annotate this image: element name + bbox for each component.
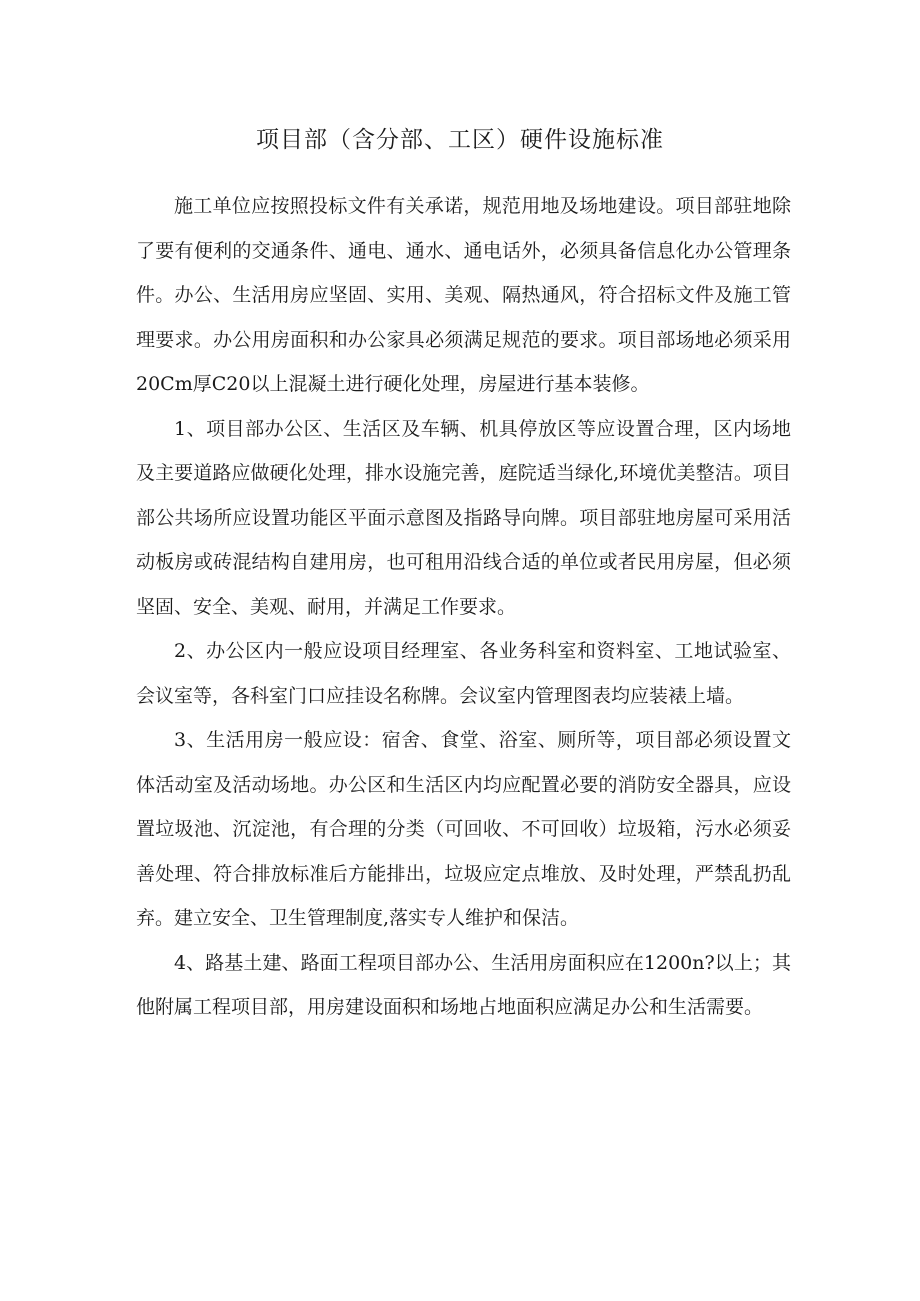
paragraph-item-3: 3、生活用房一般应设：宿舍、食堂、浴室、厕所等，项目部必须设置文体活动室及活动场地。办公区和生活区内均应配置必要的消防安全器具，应设置垃圾池、沉淀池，有合理的分类（可回收、不可回收）垃圾箱，污水必须妥善处理、符合排放标准后方能排出，垃圾应定点堆放、及时处理，严禁乱扔乱弃。建立安全、卫生管理制度,落实专人维护和保洁。 xyxy=(136,729,791,929)
paragraph-item-4: 4、路基土建、路面工程项目部办公、生活用房面积应在1200n?以上；其他附属工程项目部，用房建设面积和场地占地面积应满足办公和生活需要。 xyxy=(136,951,791,1018)
paragraph-intro: 施工单位应按照投标文件有关承诺，规范用地及场地建设。项目部驻地除了要有便利的交通条件、通电、通水、通电话外，必须具备信息化办公管理条件。办公、生活用房应坚固、实用、美观、隔热通风，符合招标文件及施工管理要求。办公用房面积和办公家具必须满足规范的要求。项目部场地必须采用20Cm厚C20以上混凝土进行硬化处理，房屋进行基本装修。 xyxy=(136,195,791,395)
paragraph-item-2: 2、办公区内一般应设项目经理室、各业务科室和资料室、工地试验室、会议室等，各科室门口应挂设名称牌。会议室内管理图表均应装裱上墙。 xyxy=(136,640,791,707)
document-title: 项目部（含分部、工区）硬件设施标准 xyxy=(256,127,664,153)
paragraph-item-1: 1、项目部办公区、生活区及车辆、机具停放区等应设置合理，区内场地及主要道路应做硬化处理，排水设施完善，庭院适当绿化,环境优美整洁。项目部公共场所应设置功能区平面示意图及指路导向牌。项目部驻地房屋可采用活动板房或砖混结构自建用房，也可租用沿线合适的单位或者民用房屋，但必须坚固、安全、美观、耐用，并满足工作要求。 xyxy=(136,417,791,618)
document-body xyxy=(136,184,791,1030)
